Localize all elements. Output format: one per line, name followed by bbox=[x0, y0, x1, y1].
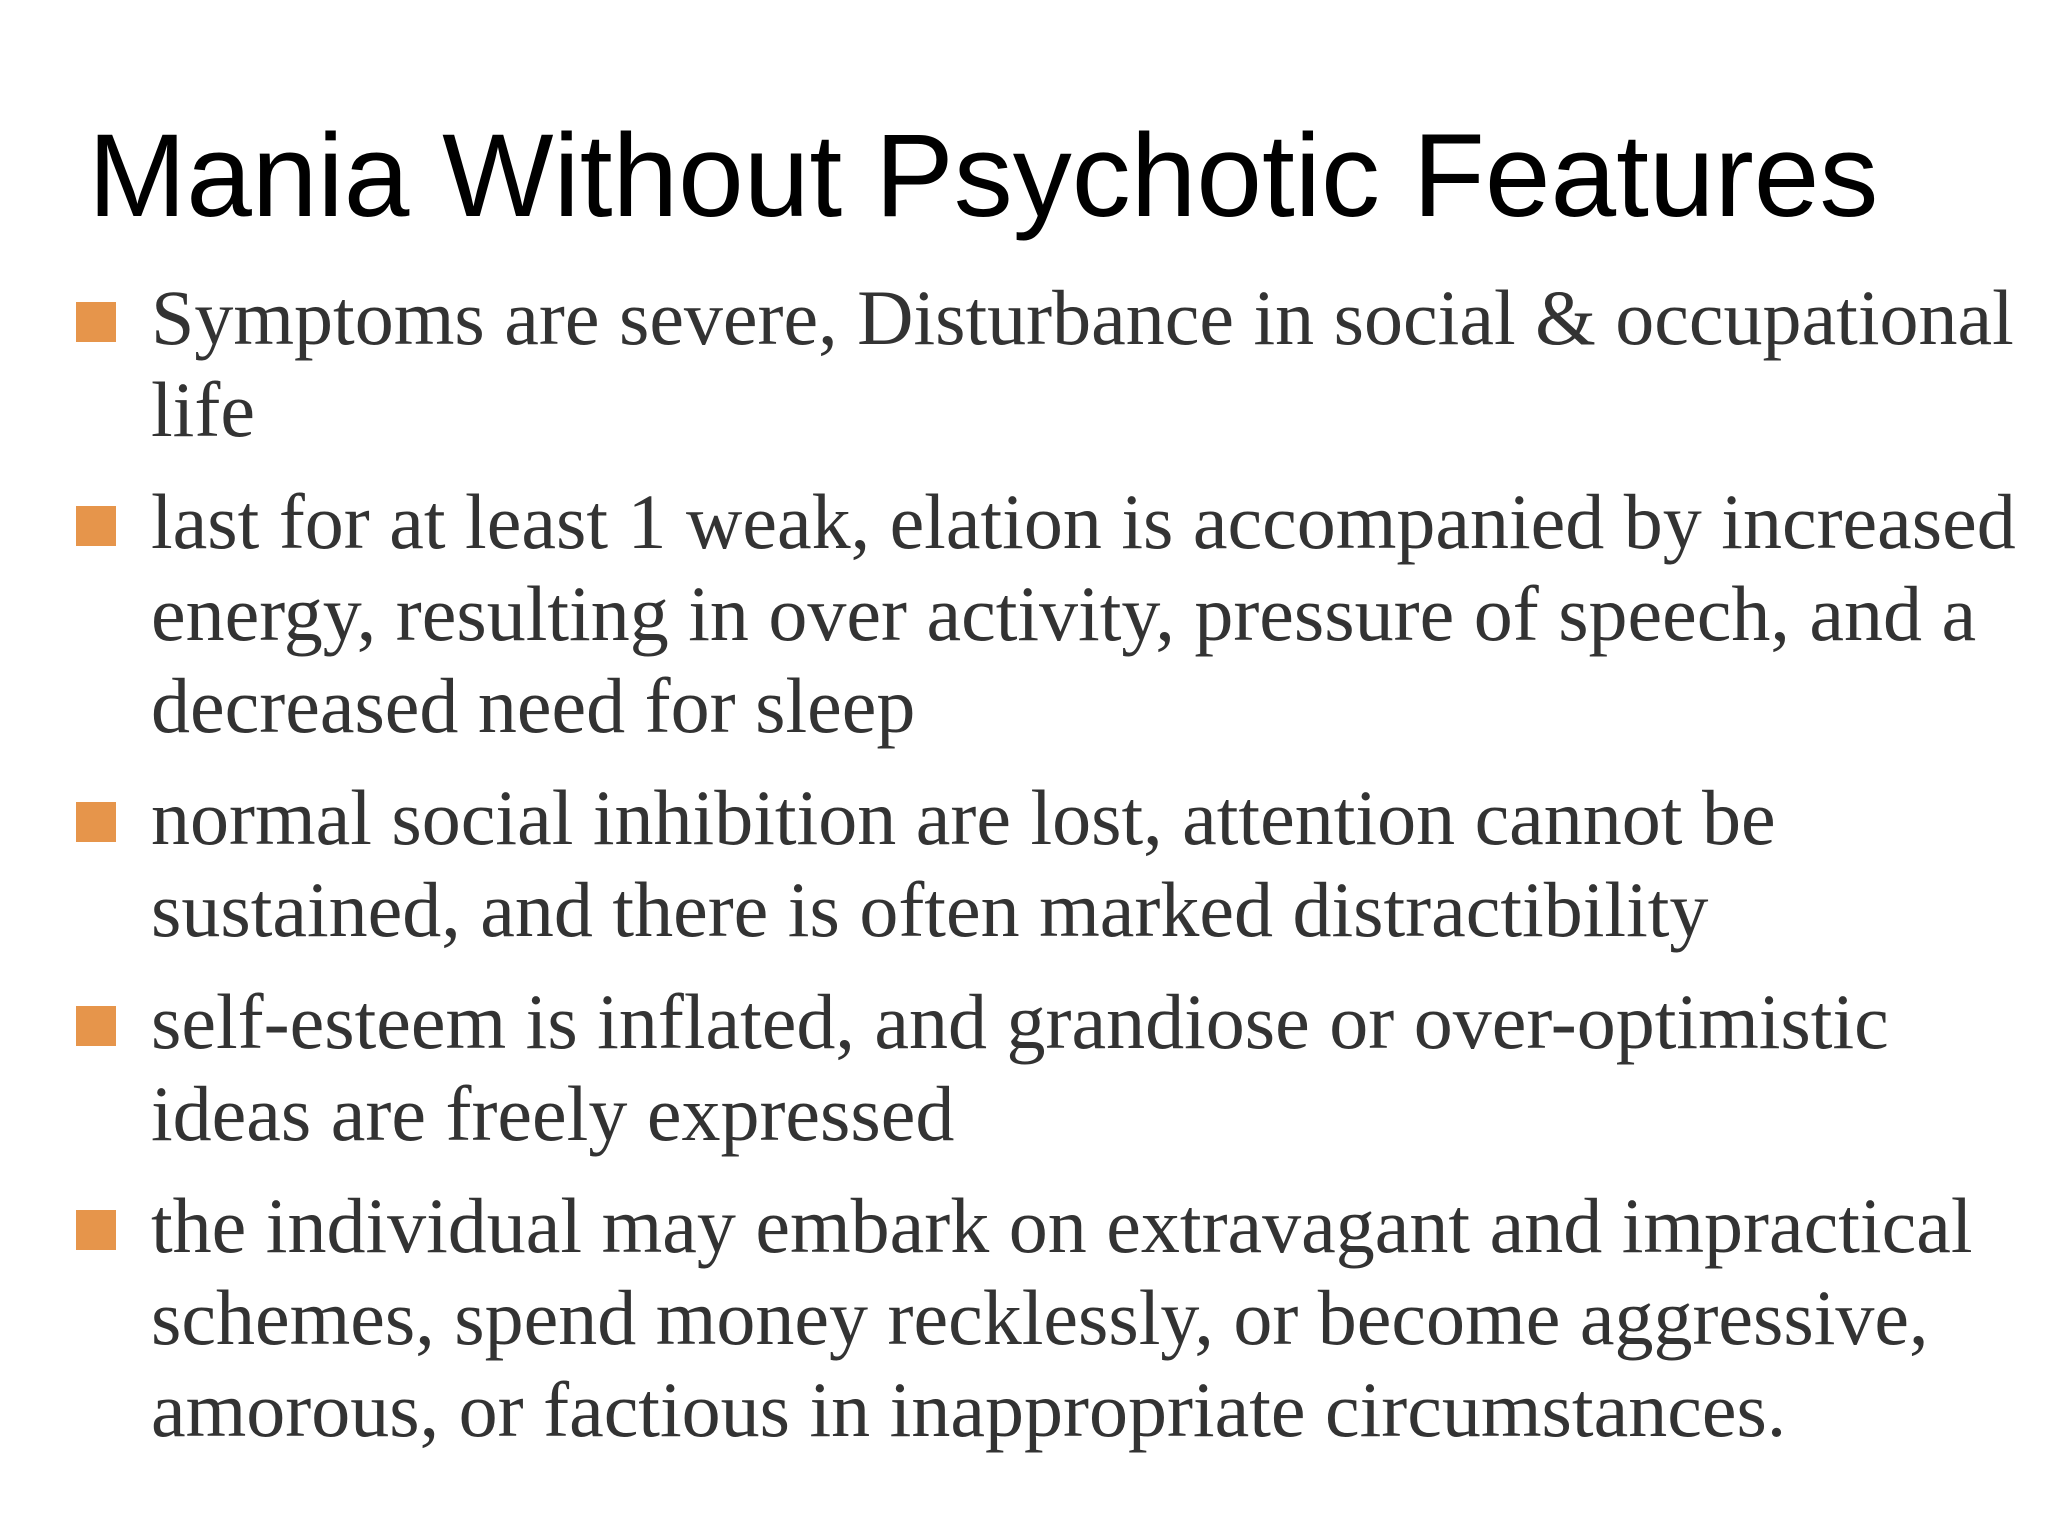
square-bullet-icon bbox=[76, 1006, 116, 1046]
slide-title: Mania Without Psychotic Features bbox=[88, 110, 1879, 242]
square-bullet-icon bbox=[76, 302, 116, 342]
square-bullet-icon bbox=[76, 506, 116, 546]
bullet-text: Symptoms are severe, Disturbance in social & occupational life bbox=[151, 274, 2014, 453]
bullet-item bbox=[76, 1180, 2026, 1456]
bullet-text: the individual may embark on extravagant and impractical schemes, spend money recklessly, or become aggressive, amorous, or factious in inappropriate circumstances. bbox=[151, 1182, 1973, 1453]
bullet-text: last for at least 1 weak, elation is accompanied by increased energy, resulting in over activity, pressure of speech, and a decreased need for sleep bbox=[151, 478, 2016, 749]
bullet-list bbox=[76, 272, 2026, 1476]
square-bullet-icon bbox=[76, 1210, 116, 1250]
bullet-item bbox=[76, 272, 2026, 456]
bullet-text: normal social inhibition are lost, attention cannot be sustained, and there is often marked distractibility bbox=[151, 774, 1776, 953]
square-bullet-icon bbox=[76, 802, 116, 842]
bullet-item bbox=[76, 476, 2026, 752]
bullet-item bbox=[76, 976, 2026, 1160]
bullet-text: self-esteem is inflated, and grandiose or over-optimistic ideas are freely expressed bbox=[151, 978, 1889, 1157]
bullet-item bbox=[76, 772, 2026, 956]
